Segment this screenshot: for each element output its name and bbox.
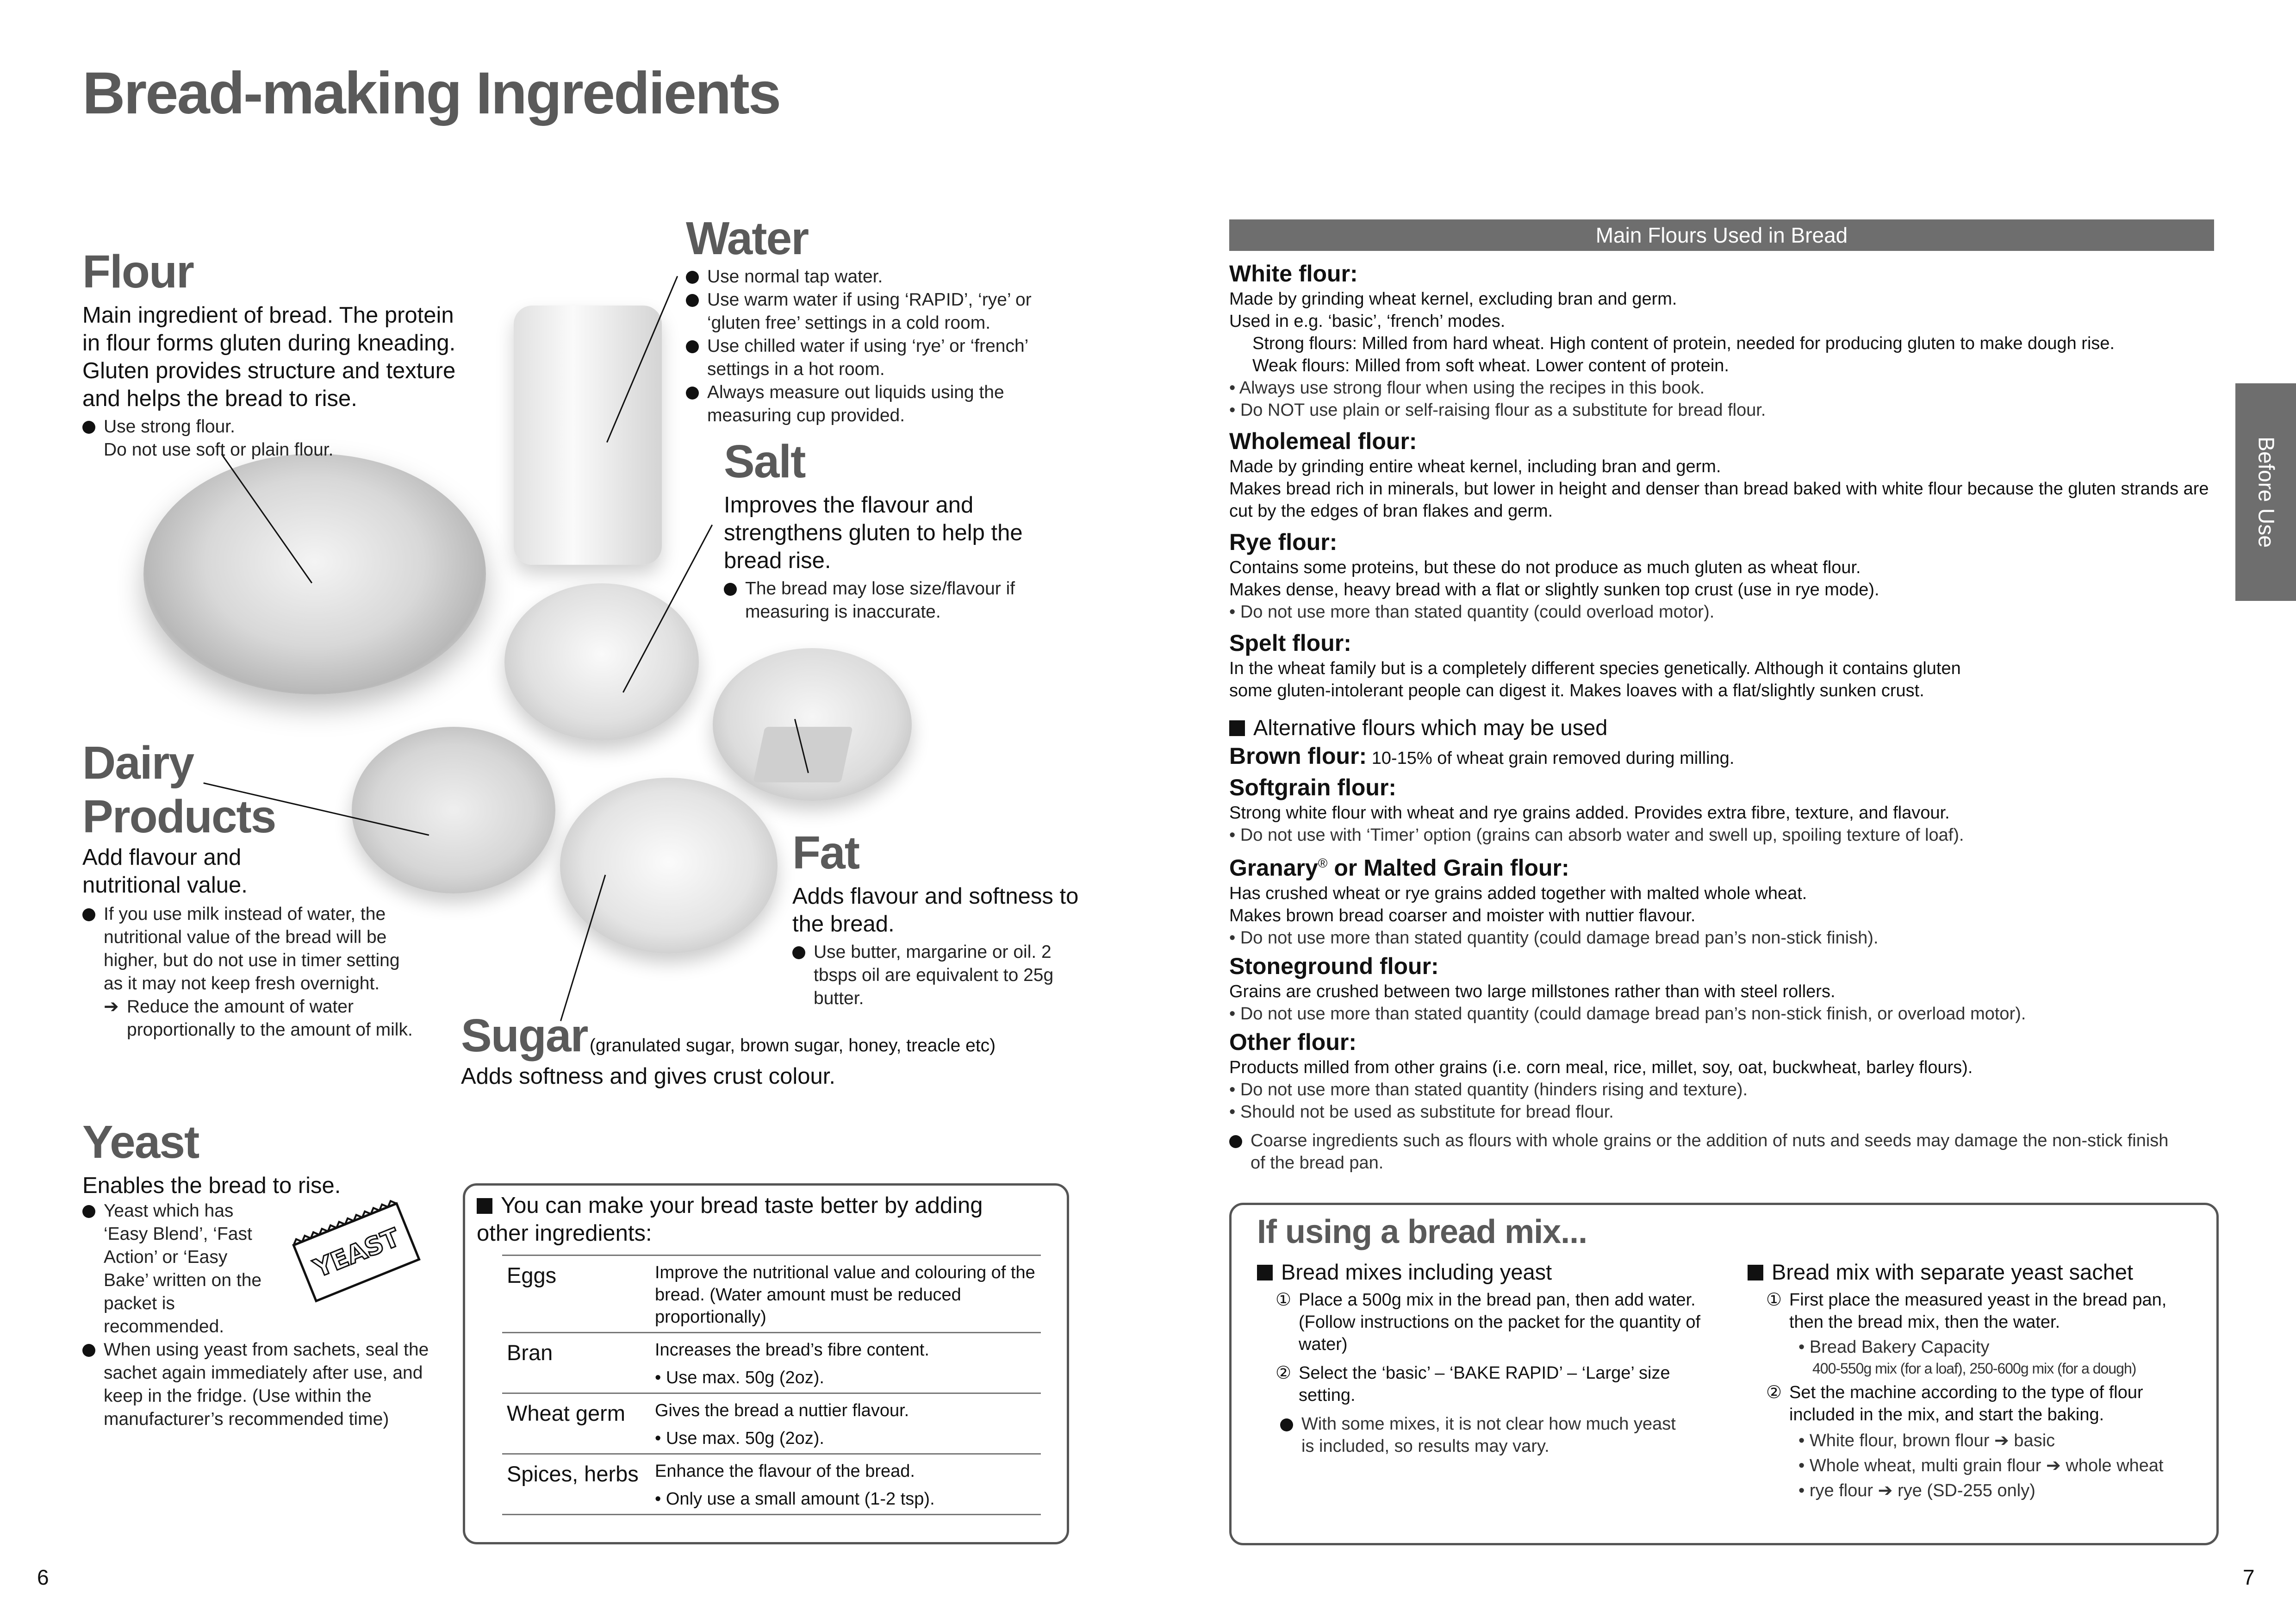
other-flour-line-1: Products milled from other grains (i.e. corn meal, rice, millet, soy, oat, buckwheat, barley flours). — [1229, 1057, 1973, 1077]
water-heading: Water — [686, 212, 809, 264]
table-row — [502, 1255, 1041, 1333]
spelt-flour-line-2: some gluten-intolerant people can digest it. Makes loaves with a flat/slightly sunken crust. — [1229, 681, 1924, 700]
salt-lead: Improves the flavour and strengthens gluten to help the bread rise. — [724, 493, 1023, 573]
bread-mix-option-1: • White flour, brown flour ➔ basic — [1798, 1431, 2055, 1450]
stoneground-flour-line-1: Grains are crushed between two large millstones rather than with steel rollers. — [1229, 981, 1836, 1001]
side-tab-before-use: Before Use — [2235, 383, 2296, 601]
bread-mix-left-step-1: ① Place a 500g mix in the bread pan, then add water. (Follow instructions on the packet for the quantity of water) — [1257, 1289, 1706, 1355]
dairy-heading-2: Products — [82, 791, 276, 843]
page-number-right: 7 — [2243, 1565, 2255, 1589]
fat-bullet: Use butter, margarine or oil. 2 tbsps oil are equivalent to 25g butter. — [792, 941, 1079, 1010]
other-flour-heading: Other flour: — [1229, 1029, 1356, 1055]
ingredient-name: Eggs — [502, 1255, 650, 1333]
ingredient-note: • Use max. 50g (2oz). — [655, 1429, 824, 1448]
flour-bullet-2: Do not use soft or plain flour. — [104, 440, 334, 460]
flour-heading: Flour — [82, 246, 193, 298]
granary-flour-line-1: Has crushed wheat or rye grains added together with malted whole wheat. — [1229, 883, 1807, 903]
dairy-bullet: If you use milk instead of water, the nutritional value of the bread will be higher, but do not use in timer setting as it may not keep fresh overnight. — [82, 903, 416, 995]
wholemeal-flour-line-2: Makes bread rich in minerals, but lower in height and denser than bread baked with white flour because the gluten strands are cut by the edges of bran flakes and germ. — [1229, 479, 2209, 521]
fat-heading: Fat — [792, 827, 859, 879]
yeast-heading: Yeast — [82, 1116, 199, 1168]
water-bullet-4: Always measure out liquids using the measuring cup provided. — [686, 381, 1065, 427]
ingredient-name: Bran — [502, 1333, 650, 1393]
alternative-flours-heading: Alternative flours which may be used — [1229, 714, 2220, 742]
bread-mix-heading: If using a bread mix... — [1257, 1213, 1587, 1250]
wholemeal-flour-line-1: Made by grinding entire wheat kernel, including bran and germ. — [1229, 457, 1721, 476]
stoneground-flour-line-2: • Do not use more than stated quantity (could damage bread pan’s non-stick finish, or overload motor). — [1229, 1004, 2026, 1024]
sugar-bowl — [560, 778, 778, 954]
dairy-lead: Add flavour and nutritional value. — [82, 845, 248, 898]
bread-mix-left — [1257, 1258, 1720, 1457]
salt-bowl — [504, 583, 699, 741]
water-bullet-1: Use normal tap water. — [686, 265, 1065, 288]
flours-list — [1229, 259, 2220, 1174]
salt-heading: Salt — [724, 436, 805, 487]
yeast-packet-icon — [282, 1199, 430, 1305]
coarse-note: Coarse ingredients such as flours with whole grains or the addition of nuts and seeds may damage the non-stick finish of the bread pan. — [1229, 1130, 2176, 1174]
ingredient-name: Wheat germ — [502, 1393, 650, 1454]
brown-flour-heading: Brown flour: — [1229, 743, 1367, 769]
ingredient-note: • Use max. 50g (2oz). — [655, 1368, 824, 1387]
wholemeal-flour-heading: Wholemeal flour: — [1229, 428, 1417, 454]
extras-heading: You can make your bread taste better by adding other ingredients: — [477, 1193, 983, 1246]
white-flour-line-1: Made by grinding wheat kernel, excluding bran and germ. — [1229, 289, 1677, 309]
bread-mix-left-note: With some mixes, it is not clear how much yeast is included, so results may vary. — [1280, 1413, 1690, 1457]
water-glass — [514, 306, 662, 565]
rye-flour-line-3: • Do not use more than stated quantity (could overload motor). — [1229, 602, 1715, 622]
dairy-section — [82, 736, 416, 1042]
softgrain-flour-line-1: Strong white flour with wheat and rye grains added. Provides extra fibre, texture, and flavour. — [1229, 803, 1950, 823]
flour-section — [82, 245, 471, 462]
square-bullet-icon — [477, 1198, 492, 1214]
table-row — [502, 1333, 1041, 1393]
spelt-flour-line-1: In the wheat family but is a completely different species genetically. Although it contains gluten — [1229, 659, 1961, 678]
sugar-lead: Adds softness and gives crust colour. — [461, 1064, 835, 1089]
registered-mark: ® — [1318, 856, 1328, 870]
stoneground-flour-heading: Stoneground flour: — [1229, 953, 1439, 979]
bread-mix-option-3: • rye flour ➔ rye (SD-255 only) — [1798, 1481, 2035, 1500]
flour-bullet: Use strong flour. Do not use soft or plain flour. — [82, 415, 471, 462]
water-bullet-2: Use warm water if using ‘RAPID’, ‘rye’ or ‘gluten free’ settings in a cold room. — [686, 288, 1065, 335]
page-number-left: 6 — [37, 1565, 49, 1589]
granary-flour-line-2: Makes brown bread coarser and moister with nuttier flavour. — [1229, 906, 1696, 925]
fat-lead: Adds flavour and softness to the bread. — [792, 884, 1079, 937]
water-section — [686, 212, 1065, 427]
yeast-bullet-1: Yeast which has ‘Easy Blend’, ‘Fast Action’ or ‘Easy Bake’ written on the packet is recommended. — [82, 1199, 270, 1338]
yeast-bullet-2: When using yeast from sachets, seal the sachet again immediately after use, and keep in the fridge. (Use within the manufacturer’s recommended time) — [82, 1338, 434, 1431]
dairy-arrow-note: ➔ Reduce the amount of water proportionally to the amount of milk. — [104, 995, 416, 1042]
salt-bullet: The bread may lose size/flavour if measuring is inaccurate. — [724, 577, 1057, 624]
bread-mix-capacity: 400-550g mix (for a loaf), 250-600g mix (for a dough) — [1812, 1360, 2136, 1377]
rye-flour-line-1: Contains some proteins, but these do not produce as much gluten as wheat flour. — [1229, 558, 1861, 577]
other-flour-line-2: • Do not use more than stated quantity (hinders rising and texture). — [1229, 1080, 1748, 1099]
water-bullet-3: Use chilled water if using ‘rye’ or ‘french’ settings in a hot room. — [686, 335, 1065, 381]
square-bullet-icon — [1748, 1265, 1763, 1280]
rye-flour-line-2: Makes dense, heavy bread with a flat or slightly sunken top crust (use in rye mode). — [1229, 580, 1879, 600]
bread-mix-left-step-2: ② Select the ‘basic’ – ‘BAKE RAPID’ – ‘Large’ size setting. — [1257, 1362, 1706, 1406]
page-title: Bread-making Ingredients — [82, 60, 780, 126]
white-flour-line-5: • Always use strong flour when using the recipes in this book. — [1229, 378, 1705, 398]
table-row — [502, 1454, 1041, 1515]
white-flour-heading: White flour: — [1229, 261, 1358, 287]
white-flour-line-2: Used in e.g. ‘basic’, ‘french’ modes. — [1229, 312, 1506, 331]
bread-mix-right-step-2: ② Set the machine according to the type of flour included in the mix, and start the baking. — [1748, 1381, 2187, 1426]
granary-flour-line-3: • Do not use more than stated quantity (could damage bread pan’s non-stick finish). — [1229, 928, 1879, 948]
ingredient-desc: Increases the bread’s fibre content. • Use max. 50g (2oz). — [650, 1333, 1041, 1393]
fat-section — [792, 826, 1079, 1010]
softgrain-flour-heading: Softgrain flour: — [1229, 775, 1397, 800]
softgrain-flour-line-2: • Do not use with ‘Timer’ option (grains can absorb water and swell up, spoiling texture of loaf). — [1229, 825, 1964, 845]
yeast-lead: Enables the bread to rise. — [82, 1173, 341, 1198]
bread-mix-capacity-heading: • Bread Bakery Capacity — [1798, 1337, 1990, 1357]
sugar-note: (granulated sugar, brown sugar, honey, treacle etc) — [589, 1036, 996, 1056]
bread-mix-right-heading: Bread mix with separate yeast sachet — [1748, 1258, 2201, 1286]
ingredient-name: Spices, herbs — [502, 1454, 650, 1515]
other-flour-line-3: • Should not be used as substitute for bread flour. — [1229, 1102, 1614, 1122]
square-bullet-icon — [1257, 1265, 1273, 1280]
salt-section — [724, 435, 1057, 624]
table-row — [502, 1393, 1041, 1454]
flour-lead: Main ingredient of bread. The protein in flour forms gluten during kneading. Gluten provides structure and texture and helps the bread to rise. — [82, 303, 456, 411]
bread-mix-right-step-1: ① First place the measured yeast in the bread pan, then the bread mix, then the water. — [1748, 1289, 2187, 1333]
ingredient-desc: Enhance the flavour of the bread. • Only use a small amount (1-2 tsp). — [650, 1454, 1041, 1515]
granary-flour-heading: Granary® or Malted Grain flour: — [1229, 855, 1569, 881]
ingredient-note: • Only use a small amount (1-2 tsp). — [655, 1489, 935, 1509]
circled-number: ① — [1766, 1290, 1782, 1310]
ingredient-desc: Improve the nutritional value and colouring of the bread. (Water amount must be reduced proportionally) — [650, 1255, 1041, 1333]
white-flour-line-6: • Do NOT use plain or self-raising flour as a substitute for bread flour. — [1229, 400, 1766, 420]
sugar-heading: Sugar — [461, 1010, 588, 1062]
dairy-heading: Dairy Products — [82, 737, 276, 843]
square-bullet-icon — [1229, 720, 1245, 736]
white-flour-line-4: Weak flours: Milled from soft wheat. Lower content of protein. — [1252, 356, 1729, 375]
rye-flour-heading: Rye flour: — [1229, 529, 1338, 555]
bread-mix-option-2: • Whole wheat, multi grain flour ➔ whole wheat — [1798, 1456, 2164, 1475]
bread-mix-right — [1748, 1258, 2201, 1502]
yeast-packet-label: YEAST — [310, 1222, 404, 1283]
circled-number: ① — [1276, 1290, 1292, 1310]
ingredient-desc: Gives the bread a nuttier flavour. • Use max. 50g (2oz). — [650, 1393, 1041, 1454]
bread-mix-left-heading: Bread mixes including yeast — [1257, 1258, 1720, 1286]
spelt-flour-heading: Spelt flour: — [1229, 630, 1351, 656]
sugar-section — [461, 1009, 1063, 1090]
flour-bowl — [143, 454, 486, 694]
white-flour-line-3: Strong flours: Milled from hard wheat. High content of protein, needed for producing gluten to make dough rise. — [1252, 334, 2115, 353]
circled-number: ② — [1276, 1363, 1292, 1383]
circled-number: ② — [1766, 1383, 1782, 1402]
flours-banner: Main Flours Used in Bread — [1229, 219, 2214, 251]
brown-flour-line-1: 10-15% of wheat grain removed during milling. — [1371, 749, 1735, 768]
extras-table — [502, 1255, 1041, 1515]
